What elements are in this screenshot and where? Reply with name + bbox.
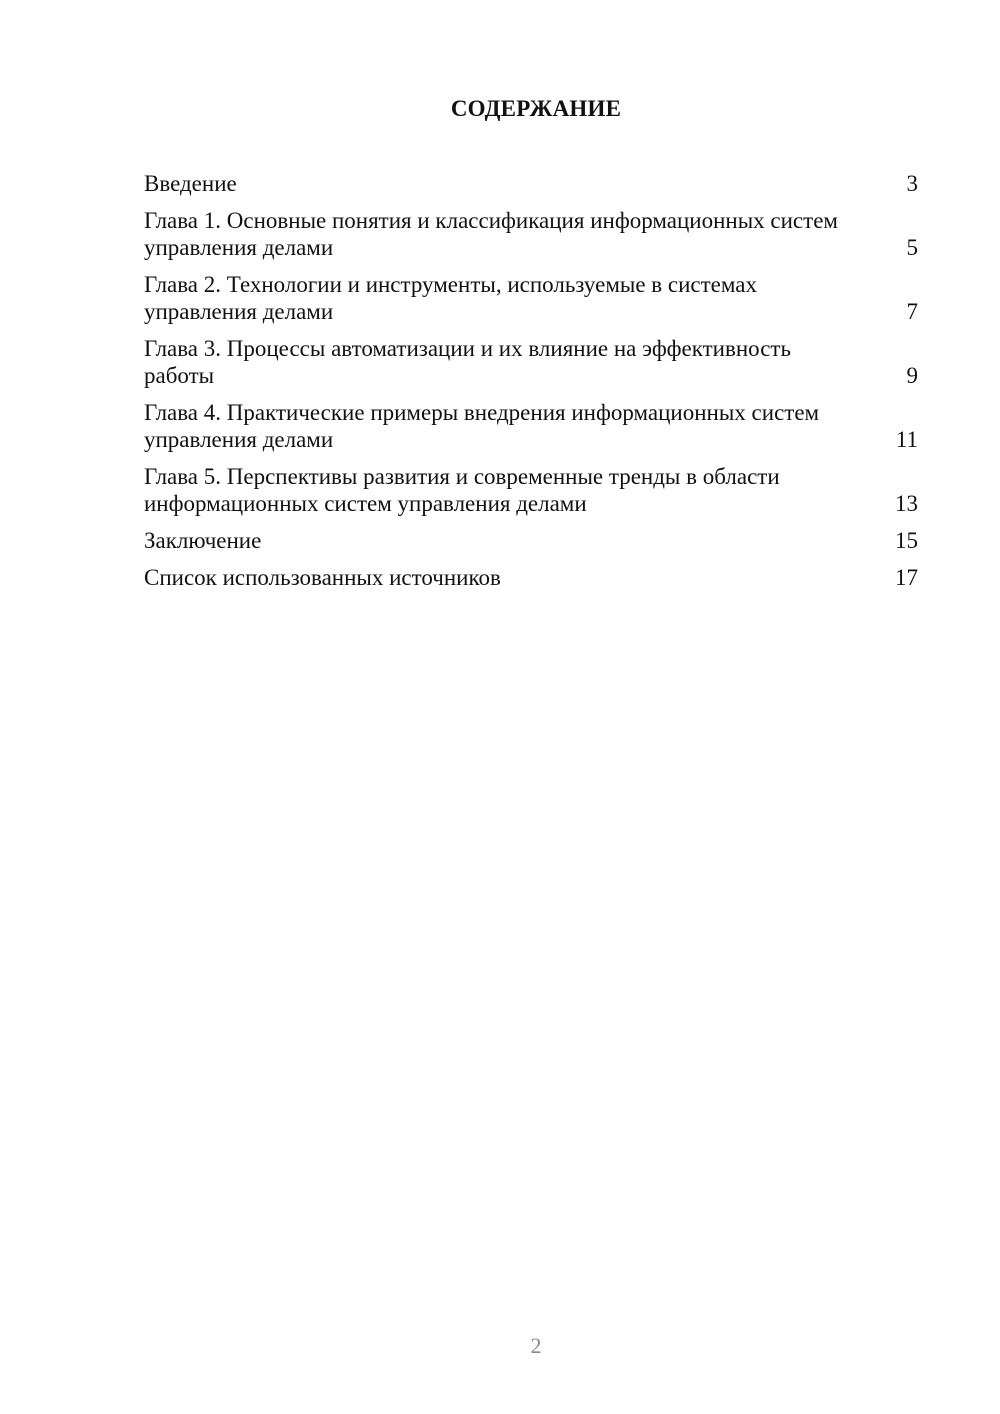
toc-entry-text: Список использованных источников: [144, 565, 501, 590]
toc-entry-chapter-5[interactable]: [144, 463, 918, 517]
toc-entry-chapter-4[interactable]: [144, 399, 918, 453]
toc-entry-page: 5: [906, 235, 918, 260]
toc-entry-page: 15: [895, 528, 918, 553]
toc-entry-page: 3: [906, 171, 918, 196]
toc-entry-chapter-3[interactable]: [144, 335, 918, 389]
toc-entry-chapter-1[interactable]: [144, 207, 918, 261]
table-of-contents: [144, 170, 918, 601]
toc-entry-references[interactable]: [144, 564, 918, 591]
toc-entry-page: 9: [906, 363, 918, 388]
page-title: СОДЕРЖАНИЕ: [450, 96, 622, 121]
toc-entry-page: 13: [895, 491, 918, 516]
toc-entry-text: Глава 2. Технологии и инструменты, используемые в системах управления делами: [144, 272, 757, 324]
toc-entry-text: Глава 1. Основные понятия и классификация информационных систем управления делами: [144, 208, 838, 260]
toc-entry-page: 17: [895, 565, 918, 590]
toc-entry-text: Введение: [144, 171, 237, 196]
page-number: 2: [530, 1333, 542, 1358]
toc-entry-page: 11: [895, 427, 918, 452]
toc-entry-conclusion[interactable]: [144, 527, 918, 554]
toc-entry-text: Заключение: [144, 528, 262, 553]
toc-entry-page: 7: [906, 299, 918, 324]
toc-entry-introduction[interactable]: [144, 170, 918, 197]
toc-entry-text: Глава 5. Перспективы развития и современные тренды в области информационных систем управления делами: [144, 464, 780, 516]
toc-entry-text: Глава 3. Процессы автоматизации и их влияние на эффективность работы: [144, 336, 791, 388]
toc-entry-chapter-2[interactable]: [144, 271, 918, 325]
toc-entry-text: Глава 4. Практические примеры внедрения информационных систем управления делами: [144, 400, 820, 452]
